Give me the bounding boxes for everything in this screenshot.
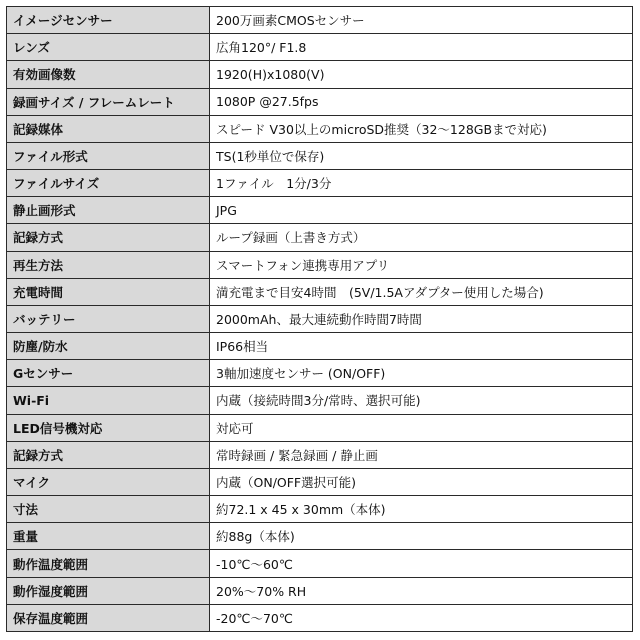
- spec-label: バッテリー: [7, 305, 210, 332]
- spec-label: 動作温度範囲: [7, 550, 210, 577]
- spec-label: Wi-Fi: [7, 387, 210, 414]
- spec-value: 2000mAh、最大連続動作時間7時間: [210, 305, 633, 332]
- spec-label: レンズ: [7, 34, 210, 61]
- spec-value: 20%～70% RH: [210, 577, 633, 604]
- spec-value: 常時録画 / 緊急録画 / 静止画: [210, 441, 633, 468]
- spec-row: [7, 34, 633, 61]
- spec-row: [7, 170, 633, 197]
- spec-label: 重量: [7, 523, 210, 550]
- spec-row: [7, 88, 633, 115]
- spec-table: [6, 6, 633, 632]
- spec-label: LED信号機対応: [7, 414, 210, 441]
- spec-row: [7, 360, 633, 387]
- spec-row: [7, 496, 633, 523]
- spec-label: Gセンサー: [7, 360, 210, 387]
- spec-value: ループ録画（上書き方式）: [210, 224, 633, 251]
- spec-value: スピード V30以上のmicroSD推奨（32～128GBまで対応): [210, 115, 633, 142]
- spec-row: [7, 550, 633, 577]
- spec-row: [7, 115, 633, 142]
- spec-label: 再生方法: [7, 251, 210, 278]
- spec-value: スマートフォン連携専用アプリ: [210, 251, 633, 278]
- spec-row: [7, 224, 633, 251]
- spec-value: 内蔵（ON/OFF選択可能): [210, 468, 633, 495]
- spec-label: 録画サイズ / フレームレート: [7, 88, 210, 115]
- spec-label: ファイルサイズ: [7, 170, 210, 197]
- spec-value: 3軸加速度センサー (ON/OFF): [210, 360, 633, 387]
- spec-value: 広角120°/ F1.8: [210, 34, 633, 61]
- spec-row: [7, 142, 633, 169]
- spec-row: [7, 523, 633, 550]
- spec-value: 1080P @27.5fps: [210, 88, 633, 115]
- spec-row: [7, 7, 633, 34]
- spec-label: 動作湿度範囲: [7, 577, 210, 604]
- spec-value: 満充電まで目安4時間 (5V/1.5Aアダプター使用した場合): [210, 278, 633, 305]
- spec-label: 充電時間: [7, 278, 210, 305]
- spec-row: [7, 333, 633, 360]
- spec-value: -10℃～60℃: [210, 550, 633, 577]
- spec-row: [7, 468, 633, 495]
- spec-value: 約88g（本体): [210, 523, 633, 550]
- spec-value: TS(1秒単位で保存): [210, 142, 633, 169]
- spec-row: [7, 61, 633, 88]
- spec-row: [7, 197, 633, 224]
- spec-label: 記録方式: [7, 224, 210, 251]
- spec-value: 1920(H)x1080(V): [210, 61, 633, 88]
- spec-label: 有効画像数: [7, 61, 210, 88]
- spec-label: 保存温度範囲: [7, 604, 210, 631]
- spec-row: [7, 278, 633, 305]
- spec-value: 内蔵（接続時間3分/常時、選択可能): [210, 387, 633, 414]
- spec-row: [7, 577, 633, 604]
- spec-row: [7, 414, 633, 441]
- spec-row: [7, 604, 633, 631]
- spec-value: -20℃～70℃: [210, 604, 633, 631]
- spec-label: 記録方式: [7, 441, 210, 468]
- spec-label: ファイル形式: [7, 142, 210, 169]
- spec-label: イメージセンサー: [7, 7, 210, 34]
- spec-value: IP66相当: [210, 333, 633, 360]
- spec-label: 寸法: [7, 496, 210, 523]
- spec-row: [7, 441, 633, 468]
- spec-value: 1ファイル 1分/3分: [210, 170, 633, 197]
- spec-label: 防塵/防水: [7, 333, 210, 360]
- spec-value: 200万画素CMOSセンサー: [210, 7, 633, 34]
- spec-value: 約72.1 x 45 x 30mm（本体): [210, 496, 633, 523]
- spec-row: [7, 251, 633, 278]
- spec-row: [7, 305, 633, 332]
- spec-label: 記録媒体: [7, 115, 210, 142]
- spec-value: 対応可: [210, 414, 633, 441]
- spec-value: JPG: [210, 197, 633, 224]
- spec-label: マイク: [7, 468, 210, 495]
- spec-table-body: [7, 7, 633, 632]
- spec-row: [7, 387, 633, 414]
- spec-label: 静止画形式: [7, 197, 210, 224]
